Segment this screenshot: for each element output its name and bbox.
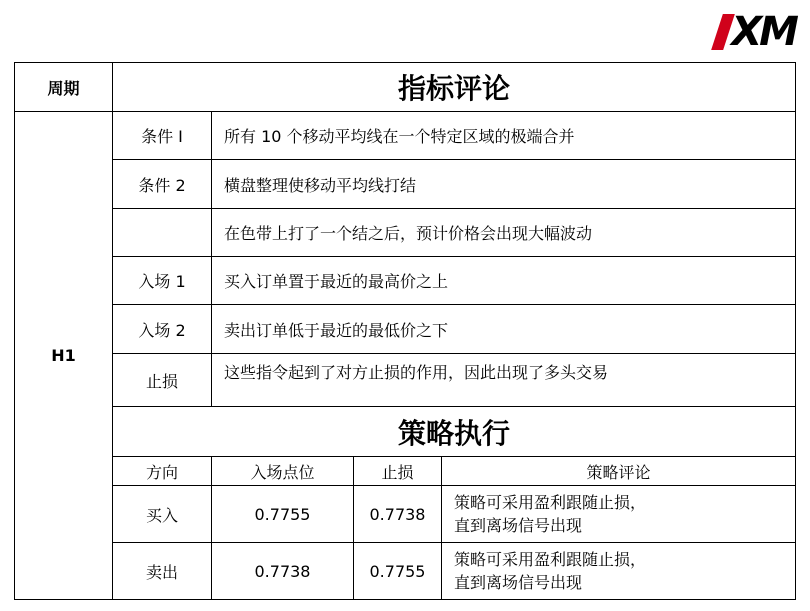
stop-cell: 0.7755	[353, 542, 442, 600]
row-text: 横盘整理使移动平均线打结	[211, 159, 796, 209]
comment-line: 策略可采用盈利跟随止损，	[454, 550, 647, 569]
row-label: 入场 1	[112, 256, 212, 305]
row-label	[112, 208, 212, 257]
indicator-header: 指标评论	[112, 62, 796, 112]
comment-line: 直到离场信号出现	[454, 573, 583, 592]
column-header: 入场点位	[211, 456, 354, 486]
comment-line: 策略可采用盈利跟随止损，	[454, 493, 647, 512]
row-text: 在色带上打了一个结之后，预计价格会出现大幅波动	[211, 208, 796, 257]
row-text: 卖出订单低于最近的最低价之下	[211, 304, 796, 354]
row-label: 入场 2	[112, 304, 212, 354]
period-value: H1	[14, 111, 113, 600]
stop-cell: 0.7738	[353, 485, 442, 543]
column-header: 策略评论	[441, 456, 796, 486]
row-text: 所有 10 个移动平均线在一个特定区域的极端合并	[211, 111, 796, 160]
row-text: 这些指令起到了对方止损的作用，因此出现了多头交易	[211, 353, 796, 407]
column-header: 方向	[112, 456, 212, 486]
row-label: 条件 2	[112, 159, 212, 209]
comment-line: 直到离场信号出现	[454, 516, 583, 535]
logo-text: XM	[731, 9, 796, 55]
entry-cell: 0.7755	[211, 485, 354, 543]
period-header: 周期	[14, 62, 113, 112]
entry-cell: 0.7738	[211, 542, 354, 600]
comment-cell	[441, 485, 796, 543]
column-header: 止损	[353, 456, 442, 486]
strategy-header: 策略执行	[112, 406, 796, 457]
direction-cell: 卖出	[112, 542, 212, 600]
direction-cell: 买入	[112, 485, 212, 543]
comment-cell	[441, 542, 796, 600]
row-label: 条件 I	[112, 111, 212, 160]
xm-logo	[717, 10, 796, 54]
row-label: 止损	[112, 353, 212, 407]
row-text: 买入订单置于最近的最高价之上	[211, 256, 796, 305]
